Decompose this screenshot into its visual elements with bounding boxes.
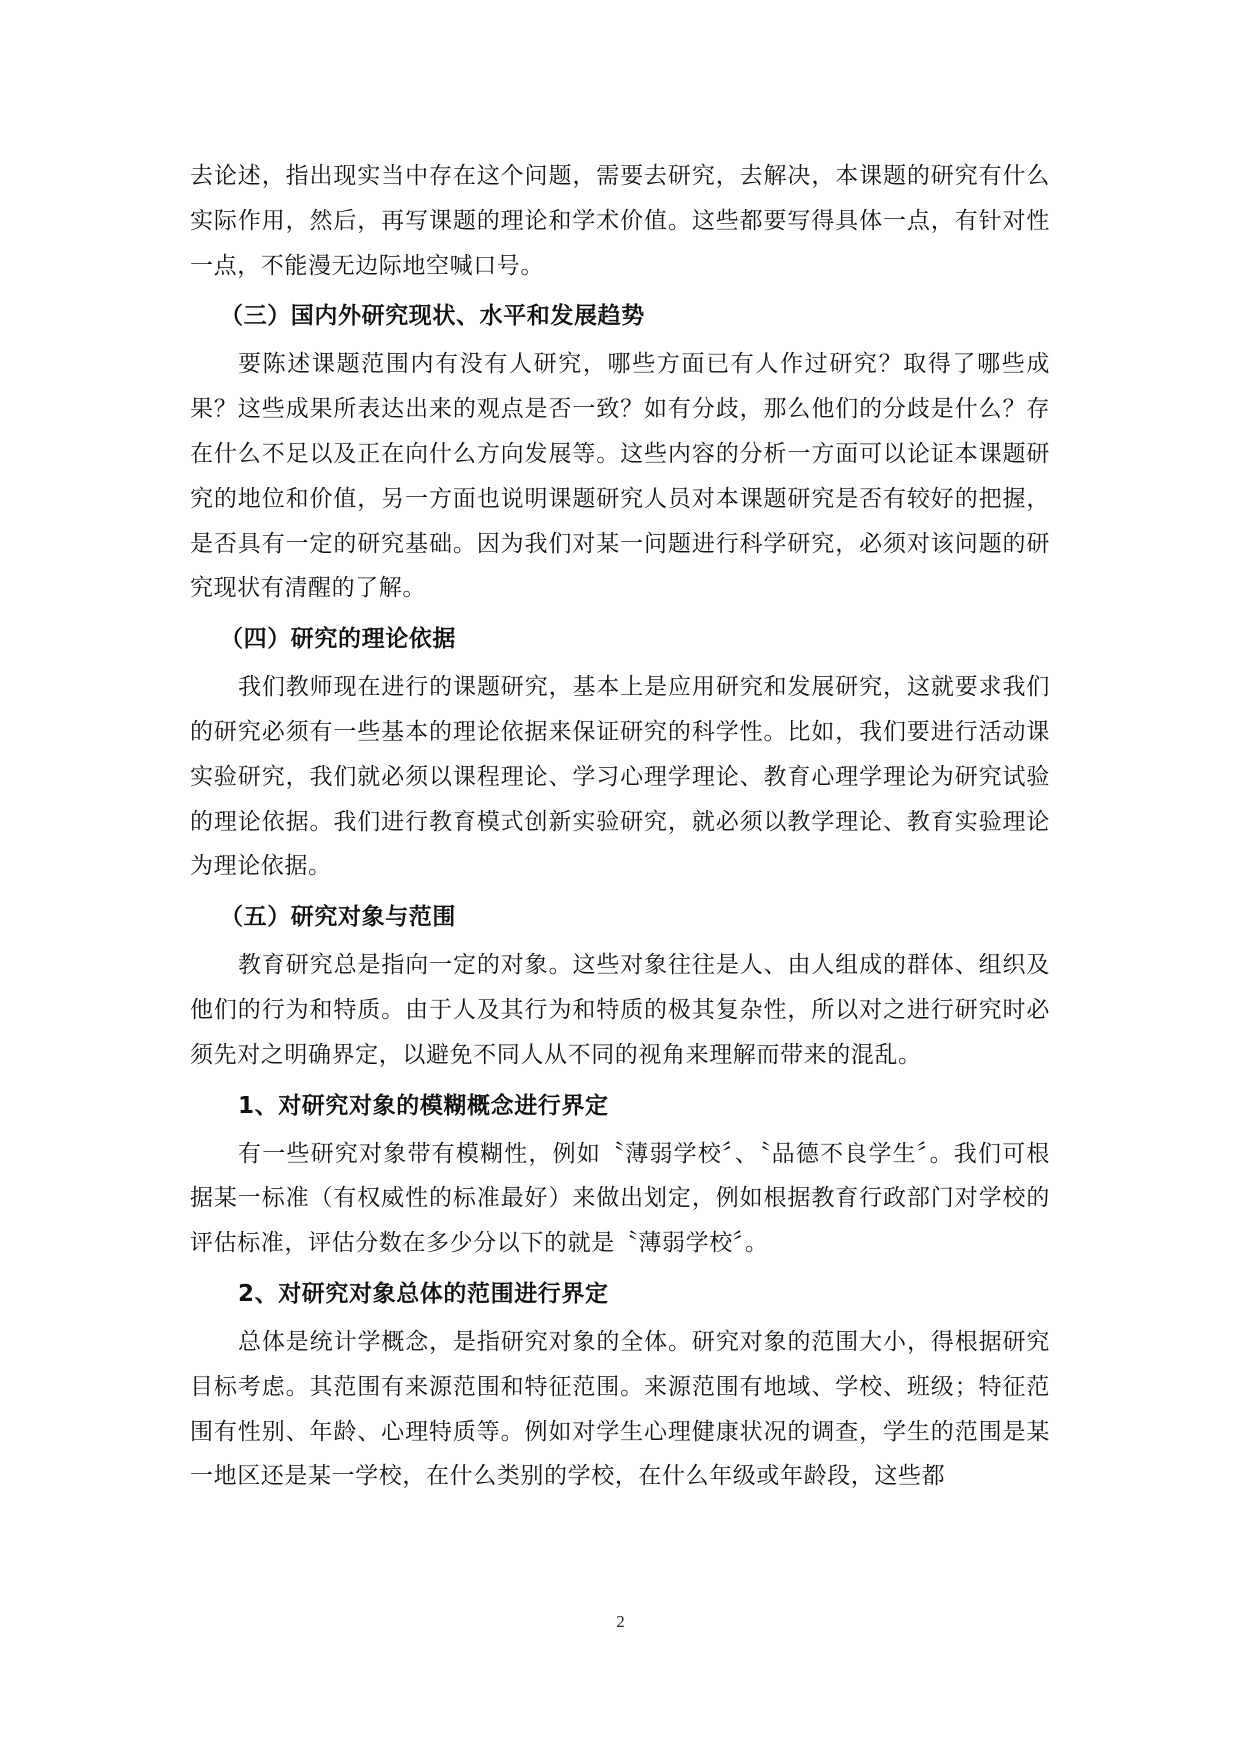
page-number: 2 bbox=[616, 1612, 625, 1631]
page-body bbox=[190, 154, 1050, 1505]
paragraph-intro-continuation: 去论述，指出现实当中存在这个问题，需要去研究，去解决，本课题的研究有什么实际作用，然后，再写课题的理论和学术价值。这些都要写得具体一点，有针对性一点，不能漫无边际地空喊口号。 bbox=[190, 163, 1050, 279]
paragraph-research-status: 要陈述课题范围内有没有人研究，哪些方面已有人作过研究？取得了哪些成果？这些成果所表达出来的观点是否一致？如有分歧，那么他们的分歧是什么？存在什么不足以及正在向什么方向发展等。这些内容的分析一方面可以论证本课题研究的地位和价值，另一方面也说明课题研究人员对本课题研究是否有较好的把握，是否具有一定的研究基础。因为我们对某一问题进行科学研究，必须对该问题的研究现状有清醒的了解。 bbox=[190, 351, 1050, 602]
section-heading-4: （四）研究的理论依据 bbox=[220, 626, 456, 653]
paragraph-fuzzy-concepts: 有一些研究对象带有模糊性，例如〝薄弱学校〞、〝品德不良学生〞。我们可根据某一标准（有权威性的标准最好）来做出划定，例如根据教育行政部门对学校的评估标准，评估分数在多少分以下的就是〝薄弱学校〞。 bbox=[190, 1140, 1050, 1257]
section-heading-3: （三）国内外研究现状、水平和发展趋势 bbox=[220, 303, 645, 330]
paragraph-theoretical-basis: 我们教师现在进行的课题研究，基本上是应用研究和发展研究，这就要求我们的研究必须有一些基本的理论依据来保证研究的科学性。比如，我们要进行活动课实验研究，我们就必须以课程理论、学习心理学理论、教育心理学理论为研究试验的理论依据。我们进行教育模式创新实验研究，就必须以教学理论、教育实验理论为理论依据。 bbox=[190, 674, 1050, 880]
paragraph-population-scope: 总体是统计学概念，是指研究对象的全体。研究对象的范围大小，得根据研究目标考虑。其范围有来源范围和特征范围。来源范围有地域、学校、班级；特征范围有性别、年龄、心理特质等。例如对学生心理健康状况的调查，学生的范围是某一地区还是某一学校，在什么类别的学校，在什么年级或年龄段，这些都 bbox=[190, 1328, 1050, 1490]
section-heading-5: （五）研究对象与范围 bbox=[220, 904, 456, 931]
paragraph-research-object: 教育研究总是指向一定的对象。这些对象往往是人、由人组成的群体、组织及他们的行为和特质。由于人及其行为和特质的极其复杂性，所以对之进行研究时必须先对之明确界定，以避免不同人从不同的视角来理解而带来的混乱。 bbox=[190, 952, 1050, 1068]
subsection-heading-2: 2、对研究对象总体的范围进行界定 bbox=[238, 1280, 609, 1307]
subsection-heading-1: 1、对研究对象的模糊概念进行界定 bbox=[238, 1092, 609, 1119]
